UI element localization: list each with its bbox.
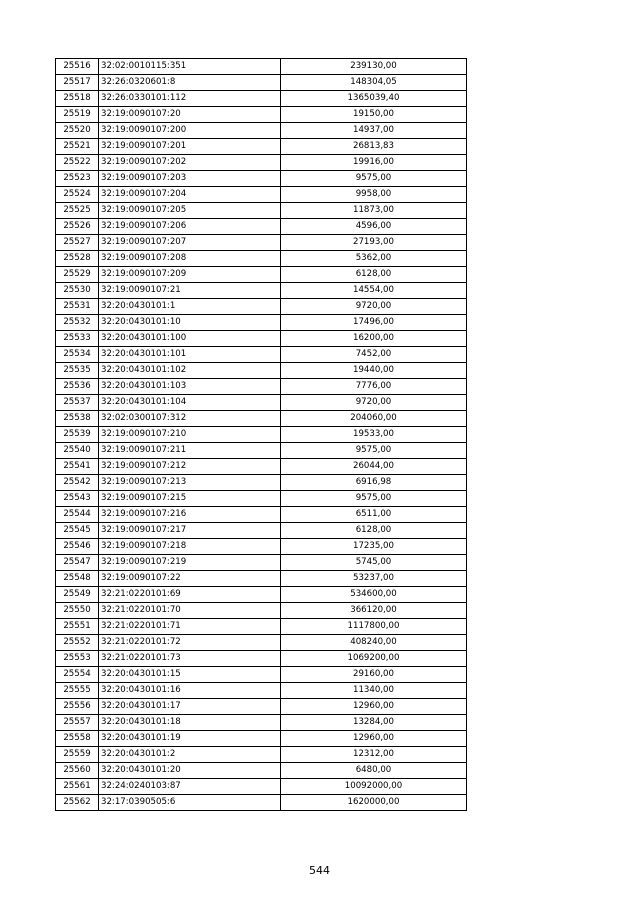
- value-cell: 6511,00: [281, 507, 467, 523]
- table-row: [56, 59, 467, 75]
- value-cell: 9575,00: [281, 171, 467, 187]
- value-cell: 9720,00: [281, 299, 467, 315]
- row-number-cell: 25557: [56, 715, 99, 731]
- value-cell: 7776,00: [281, 379, 467, 395]
- value-cell: 408240,00: [281, 635, 467, 651]
- row-number-cell: 25554: [56, 667, 99, 683]
- cadastral-number-cell: 32:20:0430101:103: [99, 379, 281, 395]
- row-number-cell: 25553: [56, 651, 99, 667]
- row-number-cell: 25547: [56, 555, 99, 571]
- row-number-cell: 25541: [56, 459, 99, 475]
- table-row: [56, 203, 467, 219]
- row-number-cell: 25544: [56, 507, 99, 523]
- cadastral-number-cell: 32:19:0090107:206: [99, 219, 281, 235]
- cadastral-number-cell: 32:19:0090107:22: [99, 571, 281, 587]
- row-number-cell: 25533: [56, 331, 99, 347]
- table-row: [56, 651, 467, 667]
- row-number-cell: 25522: [56, 155, 99, 171]
- value-cell: 19150,00: [281, 107, 467, 123]
- cadastral-number-cell: 32:19:0090107:208: [99, 251, 281, 267]
- table-row: [56, 235, 467, 251]
- table-row: [56, 283, 467, 299]
- table-row: [56, 683, 467, 699]
- value-cell: 26044,00: [281, 459, 467, 475]
- row-number-cell: 25536: [56, 379, 99, 395]
- row-number-cell: 25548: [56, 571, 99, 587]
- value-cell: 12312,00: [281, 747, 467, 763]
- cadastral-number-cell: 32:19:0090107:201: [99, 139, 281, 155]
- row-number-cell: 25526: [56, 219, 99, 235]
- table-row: [56, 363, 467, 379]
- row-number-cell: 25558: [56, 731, 99, 747]
- value-cell: 29160,00: [281, 667, 467, 683]
- table-row: [56, 571, 467, 587]
- page-number: 544: [309, 864, 330, 877]
- table-row: [56, 267, 467, 283]
- row-number-cell: 25525: [56, 203, 99, 219]
- row-number-cell: 25538: [56, 411, 99, 427]
- row-number-cell: 25562: [56, 795, 99, 811]
- cadastral-number-cell: 32:21:0220101:72: [99, 635, 281, 651]
- row-number-cell: 25523: [56, 171, 99, 187]
- table-body: [56, 59, 467, 811]
- table-row: [56, 75, 467, 91]
- table-row: [56, 747, 467, 763]
- cadastral-number-cell: 32:19:0090107:215: [99, 491, 281, 507]
- table-row: [56, 347, 467, 363]
- value-cell: 1117800,00: [281, 619, 467, 635]
- value-cell: 4596,00: [281, 219, 467, 235]
- table-row: [56, 331, 467, 347]
- value-cell: 1620000,00: [281, 795, 467, 811]
- table-row: [56, 699, 467, 715]
- cadastral-number-cell: 32:20:0430101:15: [99, 667, 281, 683]
- value-cell: 53237,00: [281, 571, 467, 587]
- cadastral-number-cell: 32:20:0430101:10: [99, 315, 281, 331]
- value-cell: 19533,00: [281, 427, 467, 443]
- cadastral-number-cell: 32:19:0090107:213: [99, 475, 281, 491]
- table-row: [56, 395, 467, 411]
- cadastral-number-cell: 32:26:0320601:8: [99, 75, 281, 91]
- value-cell: 27193,00: [281, 235, 467, 251]
- cadastral-value-table: [55, 58, 467, 811]
- cadastral-number-cell: 32:20:0430101:18: [99, 715, 281, 731]
- table-row: [56, 555, 467, 571]
- row-number-cell: 25532: [56, 315, 99, 331]
- value-cell: 14937,00: [281, 123, 467, 139]
- table-row: [56, 715, 467, 731]
- value-cell: 5362,00: [281, 251, 467, 267]
- row-number-cell: 25545: [56, 523, 99, 539]
- value-cell: 12960,00: [281, 731, 467, 747]
- value-cell: 9958,00: [281, 187, 467, 203]
- table-row: [56, 427, 467, 443]
- row-number-cell: 25535: [56, 363, 99, 379]
- table-row: [56, 779, 467, 795]
- cadastral-number-cell: 32:21:0220101:71: [99, 619, 281, 635]
- table-row: [56, 635, 467, 651]
- cadastral-number-cell: 32:17:0390505:6: [99, 795, 281, 811]
- row-number-cell: 25552: [56, 635, 99, 651]
- value-cell: 11340,00: [281, 683, 467, 699]
- table-row: [56, 411, 467, 427]
- row-number-cell: 25530: [56, 283, 99, 299]
- table-row: [56, 763, 467, 779]
- value-cell: 6916,98: [281, 475, 467, 491]
- row-number-cell: 25524: [56, 187, 99, 203]
- table-row: [56, 91, 467, 107]
- cadastral-number-cell: 32:19:0090107:211: [99, 443, 281, 459]
- row-number-cell: 25551: [56, 619, 99, 635]
- cadastral-number-cell: 32:19:0090107:218: [99, 539, 281, 555]
- row-number-cell: 25559: [56, 747, 99, 763]
- cadastral-number-cell: 32:20:0430101:100: [99, 331, 281, 347]
- cadastral-number-cell: 32:19:0090107:210: [99, 427, 281, 443]
- value-cell: 6128,00: [281, 523, 467, 539]
- row-number-cell: 25517: [56, 75, 99, 91]
- value-cell: 239130,00: [281, 59, 467, 75]
- table-row: [56, 731, 467, 747]
- row-number-cell: 25516: [56, 59, 99, 75]
- value-cell: 26813,83: [281, 139, 467, 155]
- table-row: [56, 379, 467, 395]
- row-number-cell: 25542: [56, 475, 99, 491]
- cadastral-number-cell: 32:20:0430101:104: [99, 395, 281, 411]
- cadastral-number-cell: 32:19:0090107:203: [99, 171, 281, 187]
- table-row: [56, 123, 467, 139]
- cadastral-number-cell: 32:20:0430101:16: [99, 683, 281, 699]
- row-number-cell: 25539: [56, 427, 99, 443]
- row-number-cell: 25550: [56, 603, 99, 619]
- table-row: [56, 795, 467, 811]
- row-number-cell: 25549: [56, 587, 99, 603]
- value-cell: 148304,05: [281, 75, 467, 91]
- cadastral-number-cell: 32:19:0090107:20: [99, 107, 281, 123]
- row-number-cell: 25560: [56, 763, 99, 779]
- value-cell: 9575,00: [281, 443, 467, 459]
- cadastral-number-cell: 32:20:0430101:17: [99, 699, 281, 715]
- value-cell: 6128,00: [281, 267, 467, 283]
- cadastral-number-cell: 32:20:0430101:1: [99, 299, 281, 315]
- table-row: [56, 299, 467, 315]
- value-cell: 7452,00: [281, 347, 467, 363]
- cadastral-number-cell: 32:19:0090107:219: [99, 555, 281, 571]
- table-row: [56, 603, 467, 619]
- value-cell: 5745,00: [281, 555, 467, 571]
- value-cell: 366120,00: [281, 603, 467, 619]
- row-number-cell: 25534: [56, 347, 99, 363]
- value-cell: 1365039,40: [281, 91, 467, 107]
- row-number-cell: 25556: [56, 699, 99, 715]
- value-cell: 11873,00: [281, 203, 467, 219]
- cadastral-number-cell: 32:19:0090107:205: [99, 203, 281, 219]
- value-cell: 17235,00: [281, 539, 467, 555]
- value-cell: 14554,00: [281, 283, 467, 299]
- row-number-cell: 25520: [56, 123, 99, 139]
- value-cell: 9720,00: [281, 395, 467, 411]
- row-number-cell: 25540: [56, 443, 99, 459]
- cadastral-number-cell: 32:20:0430101:19: [99, 731, 281, 747]
- cadastral-number-cell: 32:20:0430101:2: [99, 747, 281, 763]
- value-cell: 13284,00: [281, 715, 467, 731]
- table-row: [56, 171, 467, 187]
- value-cell: 10092000,00: [281, 779, 467, 795]
- cadastral-number-cell: 32:26:0330101:112: [99, 91, 281, 107]
- row-number-cell: 25537: [56, 395, 99, 411]
- value-cell: 6480,00: [281, 763, 467, 779]
- table-row: [56, 251, 467, 267]
- table-row: [56, 523, 467, 539]
- table-row: [56, 475, 467, 491]
- table-row: [56, 187, 467, 203]
- table-row: [56, 539, 467, 555]
- row-number-cell: 25529: [56, 267, 99, 283]
- row-number-cell: 25518: [56, 91, 99, 107]
- cadastral-number-cell: 32:21:0220101:70: [99, 603, 281, 619]
- cadastral-number-cell: 32:19:0090107:21: [99, 283, 281, 299]
- table-row: [56, 443, 467, 459]
- cadastral-number-cell: 32:02:0300107:312: [99, 411, 281, 427]
- value-cell: 19440,00: [281, 363, 467, 379]
- table-row: [56, 459, 467, 475]
- value-cell: 12960,00: [281, 699, 467, 715]
- row-number-cell: 25528: [56, 251, 99, 267]
- row-number-cell: 25527: [56, 235, 99, 251]
- row-number-cell: 25555: [56, 683, 99, 699]
- cadastral-number-cell: 32:19:0090107:212: [99, 459, 281, 475]
- cadastral-number-cell: 32:19:0090107:217: [99, 523, 281, 539]
- table-row: [56, 667, 467, 683]
- cadastral-number-cell: 32:19:0090107:204: [99, 187, 281, 203]
- value-cell: 19916,00: [281, 155, 467, 171]
- value-cell: 1069200,00: [281, 651, 467, 667]
- table-row: [56, 507, 467, 523]
- row-number-cell: 25546: [56, 539, 99, 555]
- table-row: [56, 139, 467, 155]
- cadastral-number-cell: 32:24:0240103:87: [99, 779, 281, 795]
- row-number-cell: 25519: [56, 107, 99, 123]
- cadastral-number-cell: 32:19:0090107:202: [99, 155, 281, 171]
- value-cell: 17496,00: [281, 315, 467, 331]
- row-number-cell: 25561: [56, 779, 99, 795]
- cadastral-number-cell: 32:20:0430101:101: [99, 347, 281, 363]
- table-row: [56, 491, 467, 507]
- cadastral-number-cell: 32:21:0220101:69: [99, 587, 281, 603]
- table-row: [56, 219, 467, 235]
- table-row: [56, 155, 467, 171]
- value-cell: 16200,00: [281, 331, 467, 347]
- table-row: [56, 587, 467, 603]
- value-cell: 9575,00: [281, 491, 467, 507]
- row-number-cell: 25531: [56, 299, 99, 315]
- cadastral-number-cell: 32:19:0090107:200: [99, 123, 281, 139]
- cadastral-number-cell: 32:19:0090107:207: [99, 235, 281, 251]
- row-number-cell: 25521: [56, 139, 99, 155]
- cadastral-number-cell: 32:19:0090107:216: [99, 507, 281, 523]
- value-cell: 204060,00: [281, 411, 467, 427]
- cadastral-number-cell: 32:19:0090107:209: [99, 267, 281, 283]
- cadastral-number-cell: 32:20:0430101:20: [99, 763, 281, 779]
- table-row: [56, 619, 467, 635]
- table-row: [56, 107, 467, 123]
- row-number-cell: 25543: [56, 491, 99, 507]
- value-cell: 534600,00: [281, 587, 467, 603]
- table-row: [56, 315, 467, 331]
- cadastral-number-cell: 32:20:0430101:102: [99, 363, 281, 379]
- cadastral-number-cell: 32:02:0010115:351: [99, 59, 281, 75]
- cadastral-number-cell: 32:21:0220101:73: [99, 651, 281, 667]
